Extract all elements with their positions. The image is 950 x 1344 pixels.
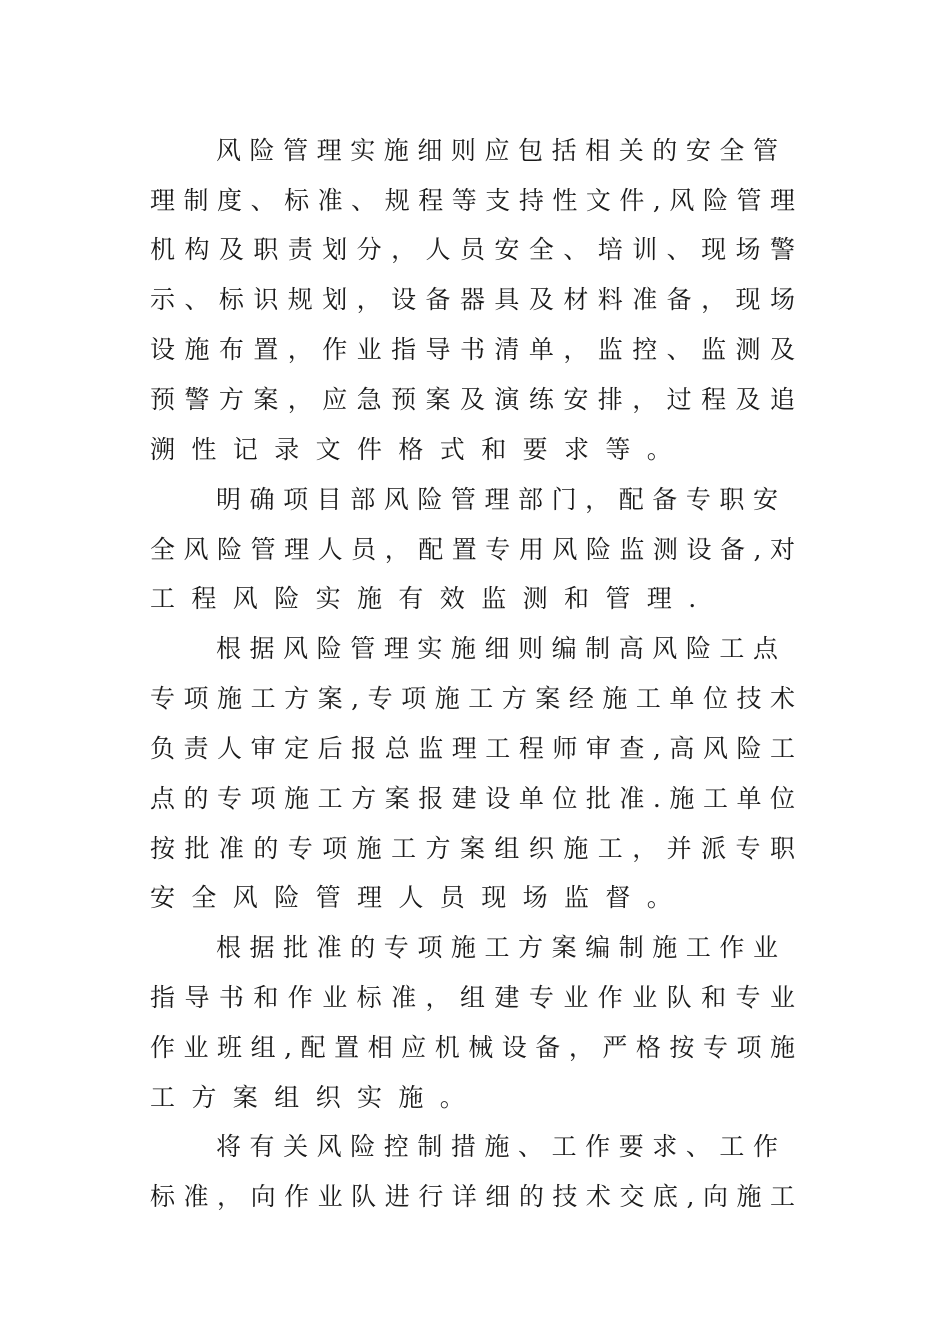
- paragraph-2-line-3: 工程风险实施有效监测和管理.: [150, 584, 713, 613]
- paragraph-1-line-3: 机构及职责划分，人员安全、培训、现场警: [150, 235, 795, 264]
- paragraph-1-line-1: 风险管理实施细则应包括相关的安全管: [216, 136, 778, 165]
- paragraph-1-line-2: 理制度、标准、规程等支持性文件,风险管理: [150, 186, 795, 215]
- paragraph-5-line-2: 标准，向作业队进行详细的技术交底,向施工: [150, 1182, 795, 1211]
- paragraph-1-line-5: 设施布置，作业指导书清单，监控、监测及: [150, 335, 795, 364]
- paragraph-1-line-7: 溯性记录文件格式和要求等。: [150, 435, 689, 464]
- paragraph-5-line-1: 将有关风险控制措施、工作要求、工作: [216, 1132, 778, 1161]
- paragraph-3-line-3: 负责人审定后报总监理工程师审查,高风险工: [150, 734, 795, 763]
- paragraph-4-line-3: 作业班组,配置相应机械设备，严格按专项施: [150, 1033, 795, 1062]
- paragraph-4-line-4: 工方案组织实施。: [150, 1083, 482, 1112]
- paragraph-3-line-4: 点的专项施工方案报建设单位批准.施工单位: [150, 784, 795, 813]
- paragraph-3-line-5: 按批准的专项施工方案组织施工，并派专职: [150, 834, 795, 863]
- paragraph-4-line-2: 指导书和作业标准，组建专业作业队和专业: [150, 983, 795, 1012]
- paragraph-2-line-2: 全风险管理人员，配置专用风险监测设备,对: [150, 535, 795, 564]
- paragraph-4-line-1: 根据批准的专项施工方案编制施工作业: [216, 933, 778, 962]
- paragraph-1-line-4: 示、标识规划，设备器具及材料准备，现场: [150, 285, 795, 314]
- paragraph-1-line-6: 预警方案，应急预案及演练安排，过程及追: [150, 385, 795, 414]
- paragraph-2-line-1: 明确项目部风险管理部门，配备专职安: [216, 485, 778, 514]
- paragraph-3-line-6: 安全风险管理人员现场监督。: [150, 883, 689, 912]
- paragraph-3-line-1: 根据风险管理实施细则编制高风险工点: [216, 634, 778, 663]
- paragraph-3-line-2: 专项施工方案,专项施工方案经施工单位技术: [150, 684, 795, 713]
